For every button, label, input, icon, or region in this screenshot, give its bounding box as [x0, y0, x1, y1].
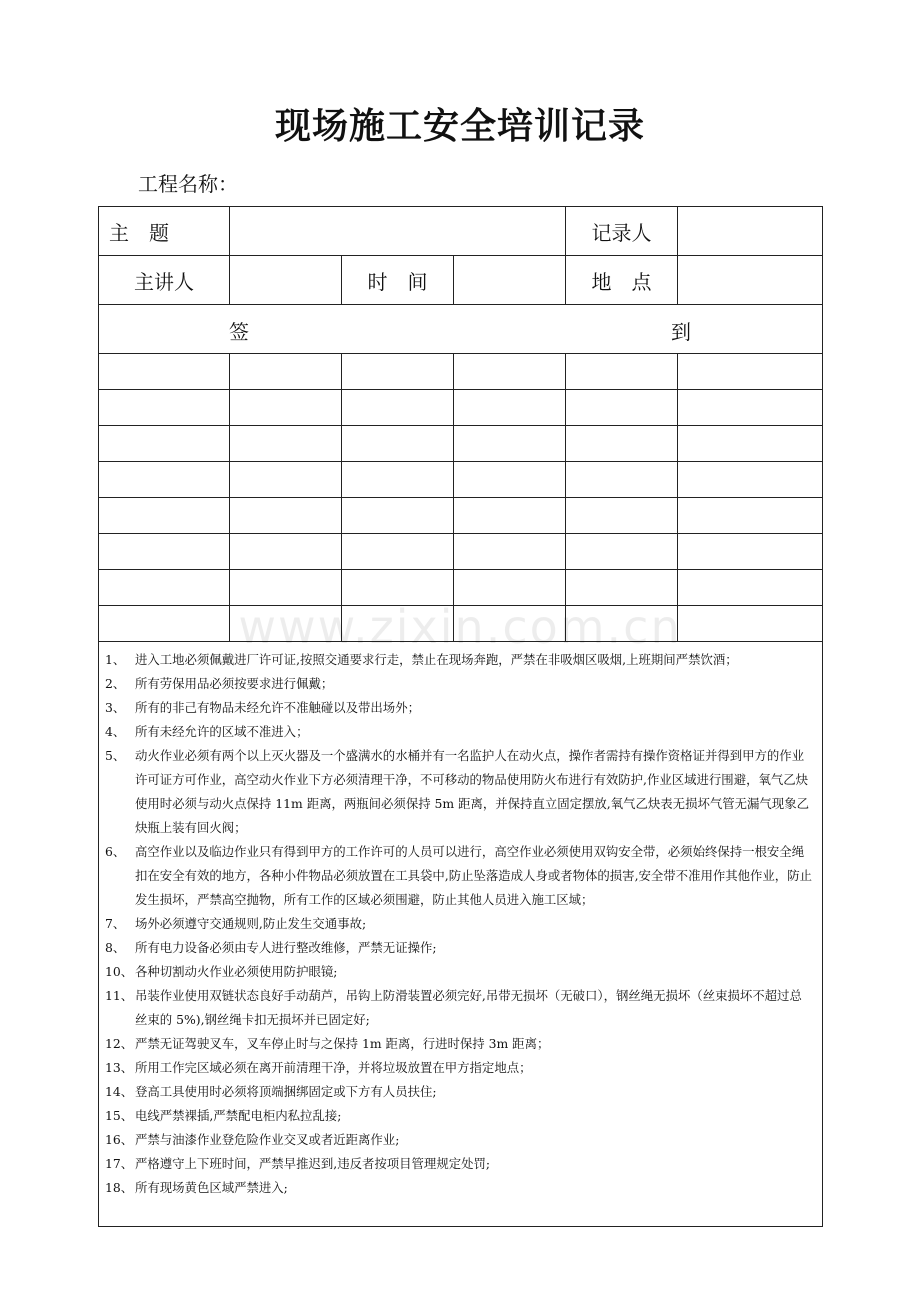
sign-in-cell[interactable]	[99, 426, 230, 462]
sign-in-cell[interactable]	[678, 498, 823, 534]
rule-number: 7、	[105, 916, 126, 931]
sign-in-cell[interactable]	[454, 570, 566, 606]
project-name-label: 工程名称：	[138, 172, 238, 196]
rule-number: 12、	[105, 1036, 134, 1051]
sign-in-cell[interactable]	[99, 606, 230, 642]
sign-in-row	[99, 534, 823, 570]
rule-text: 所有现场黄色区域严禁进入;	[135, 1180, 288, 1195]
rule-text: 高空作业以及临边作业只有得到甲方的工作许可的人员可以进行，高空作业必须使用双钩安全带，必须始终保持一根安全绳扣在安全有效的地方，各种小件物品必须放置在工具袋中,防止坠落造成人身或者物体的损害,安全带不准用作其他作业，防止发生损坏，严禁高空抛物，所有工作的区域必须围避，防止其他人员进入施工区域；	[135, 844, 812, 907]
sign-in-cell[interactable]	[454, 534, 566, 570]
speaker-label: 主讲人	[99, 256, 230, 305]
rule-text: 所用工作完区域必须在离开前清理干净，并将垃圾放置在甲方指定地点；	[135, 1060, 532, 1075]
sign-in-cell[interactable]	[566, 462, 678, 498]
safety-rule-item	[105, 1128, 814, 1152]
sign-in-cell[interactable]	[342, 462, 454, 498]
rules-row	[99, 642, 823, 1227]
sign-in-cell[interactable]	[342, 426, 454, 462]
sign-in-row	[99, 498, 823, 534]
sign-in-cell[interactable]	[454, 426, 566, 462]
sign-in-header-row	[99, 305, 823, 354]
sign-in-label-right: 到	[671, 320, 691, 344]
safety-rule-item	[105, 720, 814, 744]
rule-number: 15、	[105, 1108, 134, 1123]
rule-text: 所有劳保用品必须按要求进行佩戴；	[135, 676, 334, 691]
recorder-label: 记录人	[566, 207, 678, 256]
sign-in-cell[interactable]	[342, 534, 454, 570]
sign-in-cell[interactable]	[454, 462, 566, 498]
recorder-field[interactable]	[678, 207, 823, 256]
safety-rule-item	[105, 672, 814, 696]
safety-rule-item	[105, 936, 814, 960]
safety-rule-item	[105, 1080, 814, 1104]
sign-in-cell[interactable]	[566, 606, 678, 642]
rule-text: 所有电力设备必须由专人进行整改维修，严禁无证操作;	[135, 940, 437, 955]
topic-label: 主 题	[99, 207, 230, 256]
safety-rule-item	[105, 840, 814, 912]
safety-rule-item	[105, 744, 814, 840]
rule-number: 8、	[105, 940, 126, 955]
rule-text: 动火作业必须有两个以上灭火器及一个盛满水的水桶并有一名监护人在动火点，操作者需持有操作资格证并得到甲方的作业许可证方可作业，高空动火作业下方必须清理干净，不可移动的物品使用防火布进行有效防护,作业区域进行围避，氧气乙炔使用时必须与动火点保持 11m 距离，两瓶间必须保持 5m 距离，并保持直立固定摆放,氧气乙炔表无损坏气管无漏气现象乙炔瓶上装有回火阀；	[135, 748, 809, 835]
sign-in-row	[99, 354, 823, 390]
sign-in-cell[interactable]	[230, 606, 342, 642]
sign-in-cell[interactable]	[566, 498, 678, 534]
sign-in-cell[interactable]	[230, 534, 342, 570]
sign-in-cell[interactable]	[99, 498, 230, 534]
safety-rule-item	[105, 1032, 814, 1056]
sign-in-cell[interactable]	[566, 570, 678, 606]
sign-in-cell[interactable]	[454, 390, 566, 426]
sign-in-row	[99, 570, 823, 606]
rule-text: 严格遵守上下班时间，严禁早推迟到,违反者按项目管理规定处罚;	[135, 1156, 491, 1171]
rule-text: 登高工具使用时必须将顶端捆绑固定或下方有人员扶住;	[135, 1084, 437, 1099]
sign-in-cell[interactable]	[566, 426, 678, 462]
rule-text: 电线严禁裸插,严禁配电柜内私拉乱接;	[135, 1108, 342, 1123]
sign-in-cell[interactable]	[454, 498, 566, 534]
rule-number: 11、	[105, 988, 134, 1003]
sign-in-cell[interactable]	[678, 426, 823, 462]
sign-in-grid	[99, 354, 823, 642]
safety-rule-item	[105, 960, 814, 984]
rule-number: 18、	[105, 1180, 134, 1195]
sign-in-row	[99, 390, 823, 426]
sign-in-cell[interactable]	[99, 462, 230, 498]
safety-rule-item	[105, 984, 814, 1032]
sign-in-cell[interactable]	[342, 354, 454, 390]
page-title: 现场施工安全培训记录	[274, 106, 645, 147]
topic-field[interactable]	[230, 207, 566, 256]
sign-in-row	[99, 606, 823, 642]
sign-in-cell[interactable]	[230, 570, 342, 606]
sign-in-cell[interactable]	[678, 570, 823, 606]
rule-text: 各种切割动火作业必须使用防护眼镜;	[135, 964, 338, 979]
safety-rules-list	[105, 648, 814, 1200]
rule-text: 严禁无证驾驶叉车，叉车停止时与之保持 1m 距离，行进时保持 3m 距离；	[135, 1036, 550, 1051]
sign-in-cell[interactable]	[454, 354, 566, 390]
safety-rule-item	[105, 1152, 814, 1176]
sign-in-cell[interactable]	[230, 354, 342, 390]
topic-row	[99, 207, 823, 256]
speaker-row	[99, 256, 823, 305]
rule-text: 严禁与油漆作业登危险作业交叉或者近距离作业;	[135, 1132, 400, 1147]
sign-in-cell[interactable]	[566, 354, 678, 390]
rule-number: 6、	[105, 844, 126, 859]
rule-number: 17、	[105, 1156, 134, 1171]
location-label: 地 点	[566, 256, 678, 305]
sign-in-cell[interactable]	[342, 498, 454, 534]
sign-in-cell[interactable]	[99, 390, 230, 426]
rule-number: 10、	[105, 964, 134, 979]
sign-in-cell[interactable]	[230, 462, 342, 498]
location-field[interactable]	[678, 256, 823, 305]
sign-in-cell[interactable]	[678, 390, 823, 426]
sign-in-cell[interactable]	[678, 606, 823, 642]
sign-in-cell[interactable]	[566, 390, 678, 426]
sign-in-cell[interactable]	[678, 354, 823, 390]
rule-number: 1、	[105, 652, 126, 667]
rule-number: 3、	[105, 700, 126, 715]
rule-number: 4、	[105, 724, 126, 739]
rule-text: 进入工地必须佩戴进厂许可证,按照交通要求行走，禁止在现场奔跑，严禁在非吸烟区吸烟,上班期间严禁饮酒；	[135, 652, 738, 667]
safety-rule-item	[105, 648, 814, 672]
sign-in-cell[interactable]	[230, 498, 342, 534]
time-field[interactable]	[454, 256, 566, 305]
sign-in-cell[interactable]	[99, 570, 230, 606]
speaker-field[interactable]	[230, 256, 342, 305]
safety-rule-item	[105, 1104, 814, 1128]
sign-in-label-left: 签	[229, 320, 249, 344]
safety-rule-item	[105, 696, 814, 720]
sign-in-row	[99, 426, 823, 462]
sign-in-cell[interactable]	[566, 534, 678, 570]
sign-in-cell[interactable]	[99, 354, 230, 390]
safety-rule-item	[105, 1176, 814, 1200]
sign-in-header	[99, 305, 823, 354]
rules-cell	[99, 642, 823, 1227]
safety-rule-item	[105, 1056, 814, 1080]
safety-rule-item	[105, 912, 814, 936]
rule-number: 14、	[105, 1084, 134, 1099]
rule-number: 5、	[105, 748, 126, 763]
training-record-table	[98, 206, 823, 1227]
rule-text: 吊装作业使用双链状态良好手动葫芦，吊钩上防滑装置必须完好,吊带无损坏（无破口），钢丝绳无损坏（丝束损坏不超过总丝束的 5%),钢丝绳卡扣无损坏并已固定好;	[135, 988, 802, 1027]
rule-text: 场外必须遵守交通规则,防止发生交通事故;	[135, 916, 367, 931]
sign-in-cell[interactable]	[678, 462, 823, 498]
sign-in-cell[interactable]	[230, 390, 342, 426]
rule-text: 所有未经允许的区域不准进入；	[135, 724, 309, 739]
watermark-text: www.zixin.com.cn	[238, 600, 682, 654]
sign-in-row	[99, 462, 823, 498]
rule-number: 16、	[105, 1132, 134, 1147]
rule-text: 所有的非己有物品未经允许不准触碰以及带出场外；	[135, 700, 420, 715]
sign-in-cell[interactable]	[99, 534, 230, 570]
rule-number: 13、	[105, 1060, 134, 1075]
sign-in-cell[interactable]	[342, 390, 454, 426]
sign-in-cell[interactable]	[230, 426, 342, 462]
sign-in-cell[interactable]	[678, 534, 823, 570]
sign-in-cell[interactable]	[342, 570, 454, 606]
sign-in-cell[interactable]	[342, 606, 454, 642]
sign-in-cell[interactable]	[454, 606, 566, 642]
rule-number: 2、	[105, 676, 126, 691]
time-label: 时 间	[342, 256, 454, 305]
